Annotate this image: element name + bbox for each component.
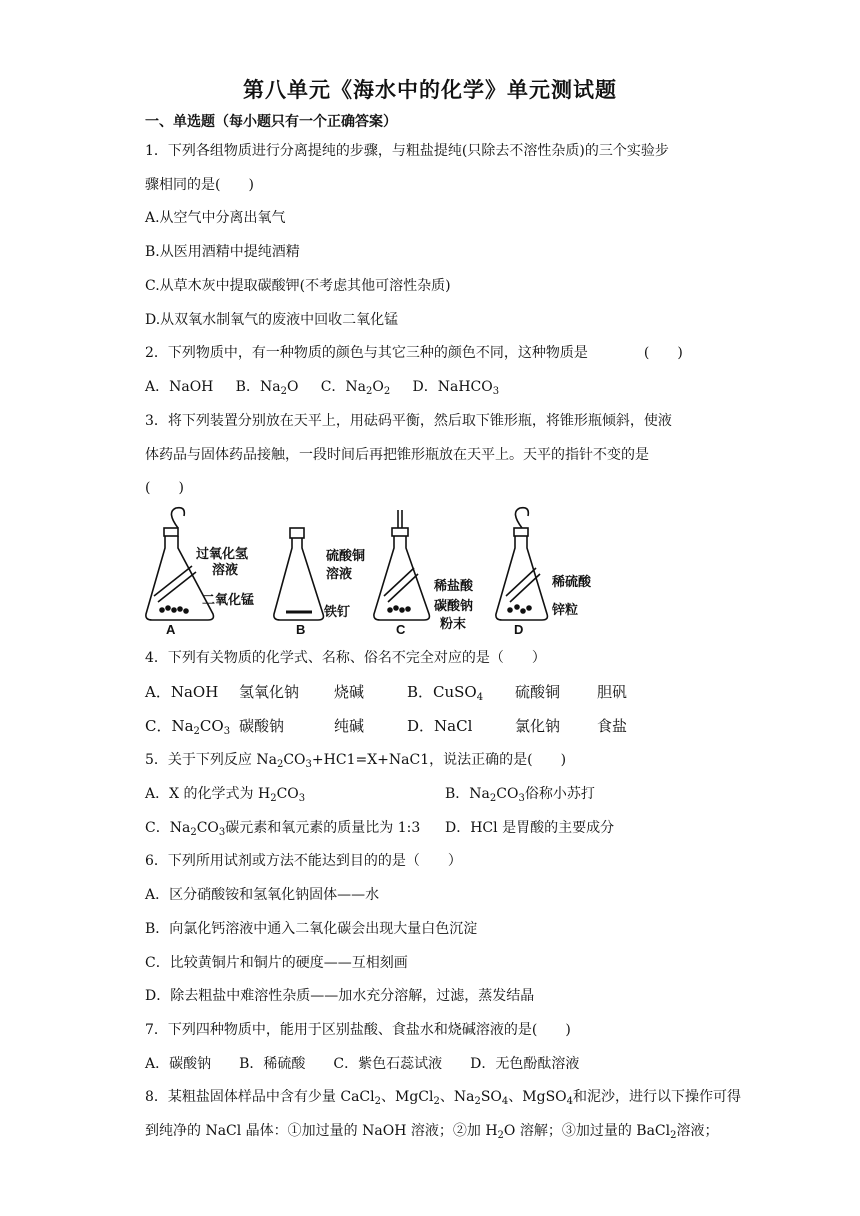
q4-b-name: 硫酸铜	[515, 683, 561, 701]
q4-row-ab	[145, 682, 725, 708]
q4-d-formula: D．NaCl	[407, 717, 473, 735]
flask-b-label-1: 硫酸铜	[326, 548, 366, 563]
q2-option-d: D．NaHCO$_3$	[412, 379, 500, 397]
flask-a-letter: A	[166, 622, 176, 636]
q1-option-b: B.从医用酒精中提纯酒精	[145, 244, 300, 260]
q5-stem: 5．关于下列反应 $Na_2CO_3+HC1=X+NaC1$，说法正确的是( )	[145, 752, 567, 770]
q2-option-b: B．$Na_2O$	[235, 379, 299, 397]
q1-option-c: C.从草木灰中提取碳酸钾(不考虑其他可溶性杂质)	[145, 278, 451, 294]
q4-a-formula: A．NaOH	[145, 683, 219, 701]
flask-d-letter: D	[514, 622, 524, 636]
flask-a-label-2: 溶液	[212, 562, 239, 577]
q4-row-cd	[145, 716, 725, 742]
q4-c-common: 纯碱	[334, 717, 365, 735]
flask-c-letter: C	[396, 622, 406, 636]
q6-option-d: D．除去粗盐中难溶性杂质——加水充分溶解，过滤，蒸发结晶	[145, 988, 535, 1004]
q6-option-b: B．向氯化钙溶液中通入二氧化碳会出现大量白色沉淀	[145, 921, 478, 937]
flask-d	[496, 508, 548, 620]
flask-b-letter: B	[296, 622, 306, 636]
q3-apparatus-figure	[140, 506, 680, 636]
q1-stem-line1: 1．下列各组物质进行分离提纯的步骤，与粗盐提纯(只除去不溶性杂质)的三个实验步	[145, 143, 669, 159]
section-heading: 一、单选题（每小题只有一个正确答案）	[145, 114, 397, 130]
q3-stem-line3: ( )	[145, 480, 184, 496]
flask-c-label-1: 稀盐酸	[434, 578, 474, 593]
flask-a-label-1: 过氧化氢	[196, 546, 249, 561]
q4-stem: 4．下列有关物质的化学式、名称、俗名不完全对应的是（ ）	[145, 650, 546, 666]
q2-stem: 2．下列物质中，有一种物质的颜色与其它三种的颜色不同，这种物质是 ( )	[145, 345, 683, 361]
q4-a-name: 氢氧化钠	[239, 683, 300, 701]
q6-option-c: C．比较黄铜片和铜片的硬度——互相刻画	[145, 955, 408, 971]
document-title: 第八单元《海水中的化学》单元测试题	[243, 77, 617, 102]
flask-c-label-3: 粉末	[440, 616, 467, 631]
q8-stem-line2: 到纯净的 NaCl 晶体：①加过量的 NaOH 溶液；②加 $H_2O$ 溶解；③加过量的 BaCl$_2$溶液；	[145, 1123, 719, 1141]
flask-b	[274, 528, 324, 620]
q1-stem-line2: 骤相同的是( )	[145, 177, 254, 193]
flask-c	[374, 510, 430, 620]
flask-b-label-3: 铁钉	[324, 604, 351, 619]
q5-row-cd	[145, 818, 725, 843]
q4-c-name: 碳酸钠	[239, 717, 285, 735]
q8-stem-line1: 8．某粗盐固体样品中含有少量 CaCl$_2$、MgCl$_2$、$Na_2SO_4$、MgSO$_4$和泥沙，进行以下操作可得	[145, 1089, 742, 1107]
q1-option-a: A.从空气中分离出氧气	[145, 210, 286, 226]
q4-b-formula: B．CuSO$_4$	[407, 683, 484, 703]
q4-c-formula: C．$Na_2CO_3$	[145, 717, 231, 737]
q4-a-common: 烧碱	[334, 683, 365, 701]
q4-d-name: 氯化钠	[515, 717, 561, 735]
flask-c-label-2: 碳酸钠	[434, 598, 474, 613]
q5-option-a: A．X 的化学式为 $H_2CO_3$	[145, 786, 306, 804]
q3-stem-line1: 3．将下列装置分别放在天平上，用砝码平衡，然后取下锥形瓶，将锥形瓶倾斜，使液	[145, 413, 672, 429]
q6-stem: 6．下列所用试剂或方法不能达到目的的是（ ）	[145, 853, 462, 869]
q5-option-b: B．$Na_2CO_3$俗称小苏打	[445, 786, 595, 804]
q4-b-common: 胆矾	[597, 683, 628, 701]
flask-d-label-2: 锌粒	[552, 602, 579, 617]
q7-options: A．碳酸钠 B．稀硫酸 C．紫色石蕊试液 D．无色酚酞溶液	[145, 1056, 580, 1072]
q5-row-ab	[145, 784, 725, 809]
flask-a-label-3: 二氧化锰	[202, 592, 255, 607]
q3-stem-line2: 体药品与固体药品接触，一段时间后再把锥形瓶放在天平上。天平的指针不变的是	[145, 447, 649, 463]
q4-d-common: 食盐	[597, 717, 628, 735]
q5-option-c: C．$Na_2CO_3$碳元素和氧元素的质量比为 1:3	[145, 820, 421, 838]
flask-d-label-1: 稀硫酸	[552, 574, 592, 589]
q2-options	[145, 377, 725, 402]
q7-stem: 7．下列四种物质中，能用于区别盐酸、食盐水和烧碱溶液的是( )	[145, 1022, 571, 1038]
q1-option-d: D.从双氧水制氧气的废液中回收二氧化锰	[145, 312, 399, 328]
flask-b-label-2: 溶液	[326, 566, 353, 581]
q6-option-a: A．区分硝酸铵和氢氧化钠固体——水	[145, 887, 380, 903]
q2-option-a: A．NaOH	[145, 379, 214, 395]
q5-option-d: D．HCl 是胃酸的主要成分	[445, 820, 615, 836]
q2-option-c: C．$Na_2O_2$	[320, 379, 391, 397]
